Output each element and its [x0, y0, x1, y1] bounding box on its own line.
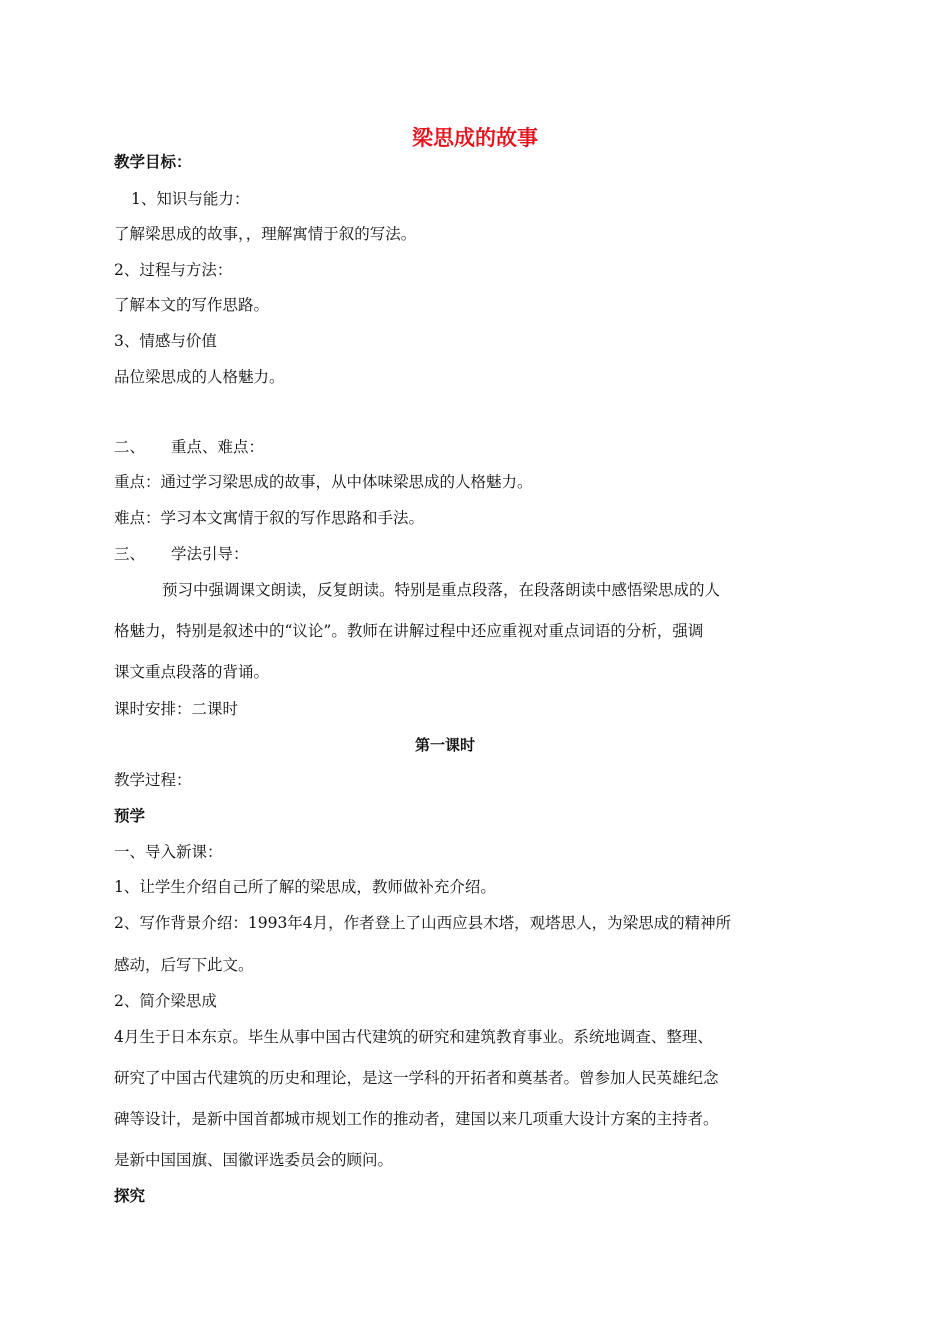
section-title: 重点、难点：	[171, 438, 265, 456]
section-number: 二、	[114, 438, 146, 456]
prestudy-heading: 预学	[114, 807, 146, 825]
difficult-point-text: 难点：学习本文寓情于叙的写作思路和手法。	[114, 509, 425, 527]
objective-3-label: 3、情感与价值	[114, 332, 217, 350]
objective-1-text: 了解梁思成的故事，，理解寓情于叙的写法。	[114, 225, 417, 243]
method-paragraph-line: 预习中强调课文朗读，反复朗读。特别是重点段落，在段落朗读中感悟梁思成的人	[162, 581, 721, 599]
step-1-text: 1、让学生介绍自己所了解的梁思成，教师做补充介绍。	[114, 878, 496, 896]
bio-line: 4月生于日本东京。毕生从事中国古代建筑的研究和建筑教育事业。系统地调查、整理、	[114, 1028, 713, 1046]
method-paragraph-line: 格魅力，特别是叙述中的“议论”。教师在讲解过程中还应重视对重点词语的分析，强调	[114, 622, 704, 640]
section-number: 三、	[114, 545, 146, 563]
section-title: 学法引导：	[171, 545, 249, 563]
bio-line: 是新中国国旗、国徽评选委员会的顾问。	[114, 1151, 394, 1169]
objective-2-text: 了解本文的写作思路。	[114, 296, 270, 314]
objective-3-text: 品位梁思成的人格魅力。	[114, 368, 285, 386]
intro-heading: 一、导入新课：	[114, 843, 223, 861]
objectives-heading: 教学目标：	[114, 153, 192, 171]
method-heading	[114, 544, 249, 564]
page-title: 梁思成的故事	[412, 126, 538, 150]
schedule-text: 课时安排：二课时	[114, 700, 239, 718]
key-points-heading	[114, 437, 264, 457]
step-2-line: 感动，后写下此文。	[114, 956, 254, 974]
process-label: 教学过程：	[114, 771, 192, 789]
explore-heading: 探究	[114, 1187, 146, 1205]
objective-2-label: 2、过程与方法：	[114, 261, 233, 279]
key-point-text: 重点：通过学习梁思成的故事，从中体味梁思成的人格魅力。	[114, 473, 533, 491]
bio-line: 碑等设计，是新中国首都城市规划工作的推动者，建国以来几项重大设计方案的主持者。	[114, 1110, 719, 1128]
lesson-heading: 第一课时	[414, 736, 475, 754]
step-2-line: 2、写作背景介绍：1993年4月，作者登上了山西应县木塔，观塔思人，为梁思成的精神所	[114, 914, 732, 932]
bio-line: 研究了中国古代建筑的历史和理论，是这一学科的开拓者和奠基者。曾参加人民英雄纪念	[114, 1069, 719, 1087]
objective-1-label: 1、知识与能力：	[131, 190, 250, 208]
method-paragraph-line: 课文重点段落的背诵。	[114, 663, 270, 681]
step-3-label: 2、简介梁思成	[114, 992, 217, 1010]
